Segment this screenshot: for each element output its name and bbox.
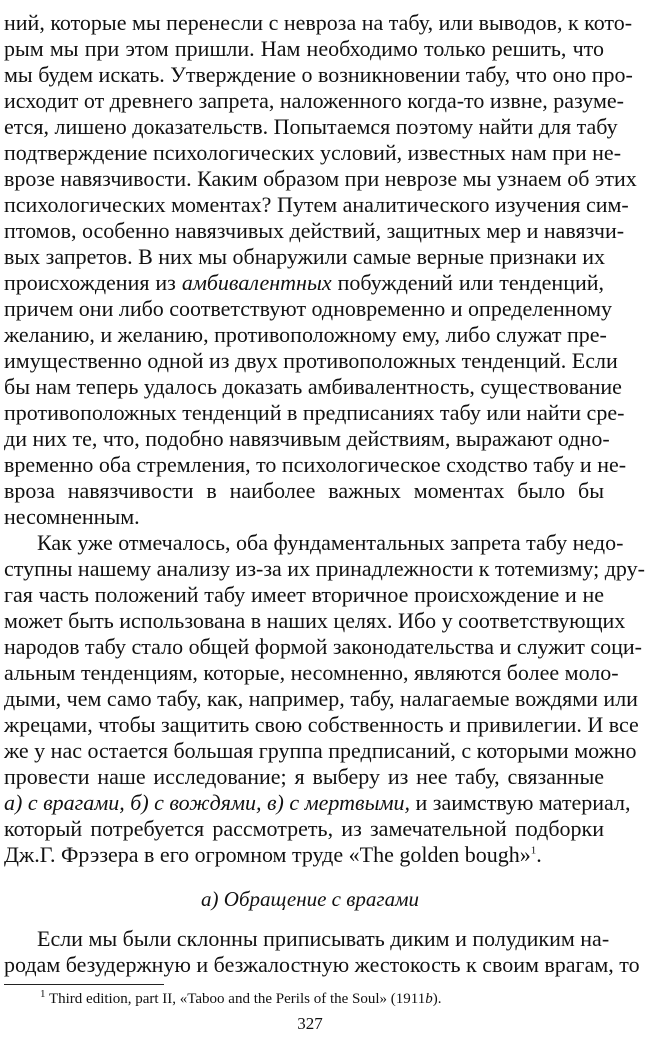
page-number: 327 xyxy=(297,1014,323,1033)
emphasis-text: а) с врагами, б) с вождями, в) с мертвыми, xyxy=(4,790,411,815)
text-line xyxy=(4,790,631,816)
text-line: рым мы при этом пришли. Нам необходимо только решить, что xyxy=(4,36,604,61)
footnote-text: Third edition, part II, «Taboo and the Perils of the Soul» (1911 xyxy=(45,991,426,1007)
text-line: врозе навязчивости. Каким образом при неврозе мы узнаем об этих xyxy=(4,166,637,191)
text-line: ди них те, что, подобно навязчивым действиям, выражают одно- xyxy=(4,426,610,451)
text-line: альным тенденциям, которые, несомненно, являются более моло- xyxy=(4,660,619,685)
text-line: исходит от древнего запрета, наложенного когда-то извне, разуме- xyxy=(4,88,624,113)
text-line: противоположных тенденций в предписаниях табу или найти сре- xyxy=(4,400,625,425)
text-line: родам безудержную и безжалостную жестокость к своим врагам, то xyxy=(4,952,640,977)
text-line: птомов, особенно навязчивых действий, защитных мер и навязчи- xyxy=(4,218,625,243)
text-line: имущественно одной из двух противоположных тенденций. Если xyxy=(4,348,618,373)
text-line: бы нам теперь удалось доказать амбивалентность, существование xyxy=(4,374,622,399)
text-line xyxy=(4,270,604,296)
text-line: мы будем искать. Утверждение о возникновении табу, что оно про- xyxy=(4,62,633,87)
text-line: ется, лишено доказательств. Попытаемся поэтому найти для табу xyxy=(4,114,618,139)
emphasis-text: амбивалентных xyxy=(181,270,332,295)
footnote-italic: b xyxy=(425,991,433,1007)
text-line: гая часть положений табу имеет вторичное происхождение и не xyxy=(4,582,604,607)
footnote-mark: 1 xyxy=(40,988,46,1000)
text-line: причем они либо соответствуют одновременно и определенному xyxy=(4,296,613,321)
text-run: происхождения из xyxy=(4,270,176,295)
text-line: ний, которые мы перенесли с невроза на табу, или выводов, к кото- xyxy=(4,10,633,35)
text-line: вроза навязчивости в наиболее важных моментах было бы xyxy=(4,478,604,503)
text-line: подтверждение психологических условий, известных нам при не- xyxy=(4,140,622,165)
text-line: который потребуется рассмотреть, из замечательной подборки xyxy=(4,816,604,841)
text-run: побуждений или тенденций, xyxy=(337,270,605,295)
text-line: Как уже отмечалось, оба фундаментальных запрета табу недо- xyxy=(37,530,624,555)
footnote-ref[interactable]: 1 xyxy=(530,844,537,857)
text-line: может быть использована в наших целях. Ибо у соответствующих xyxy=(4,608,626,633)
text-line: вых запретов. В них мы обнаружили самые верные признаки их xyxy=(4,244,606,269)
text-line xyxy=(4,842,604,868)
text-line: Если мы были склонны приписывать диким и полудиким на- xyxy=(37,926,610,951)
text-line: же у нас остается большая группа предписаний, с которыми можно xyxy=(4,738,637,763)
text-line: несомненным. xyxy=(4,504,140,529)
footnote xyxy=(40,990,441,1008)
section-heading: а) Обращение с врагами xyxy=(201,887,419,911)
text-line: ступны нашему анализу из-за их принадлежности к тотемизму; дру- xyxy=(4,556,645,581)
footnote-end: ). xyxy=(432,991,442,1007)
text-run: . xyxy=(536,842,542,867)
footnote-divider xyxy=(4,984,164,985)
text-run: и заимствую материал, xyxy=(415,790,631,815)
text-line: жрецами, чтобы защитить свою собственность и привилегии. И все xyxy=(4,712,639,737)
text-line: временно оба стремления, то психологическое сходство табу и не- xyxy=(4,452,627,477)
text-line: провести наше исследование; я выберу из нее табу, связанные xyxy=(4,764,604,789)
text-line: дыми, чем само табу, как, например, табу, налагаемые вождями или xyxy=(4,686,638,711)
text-line: желанию, и желанию, противоположному ему, либо служат пре- xyxy=(4,322,607,347)
text-run: Дж.Г. Фрэзера в его огромном труде «The golden bough» xyxy=(4,842,531,867)
text-line: психологических моментах? Путем аналитического изучения сим- xyxy=(4,192,629,217)
text-line: народов табу стало общей формой законодательства и служит соци- xyxy=(4,634,642,659)
